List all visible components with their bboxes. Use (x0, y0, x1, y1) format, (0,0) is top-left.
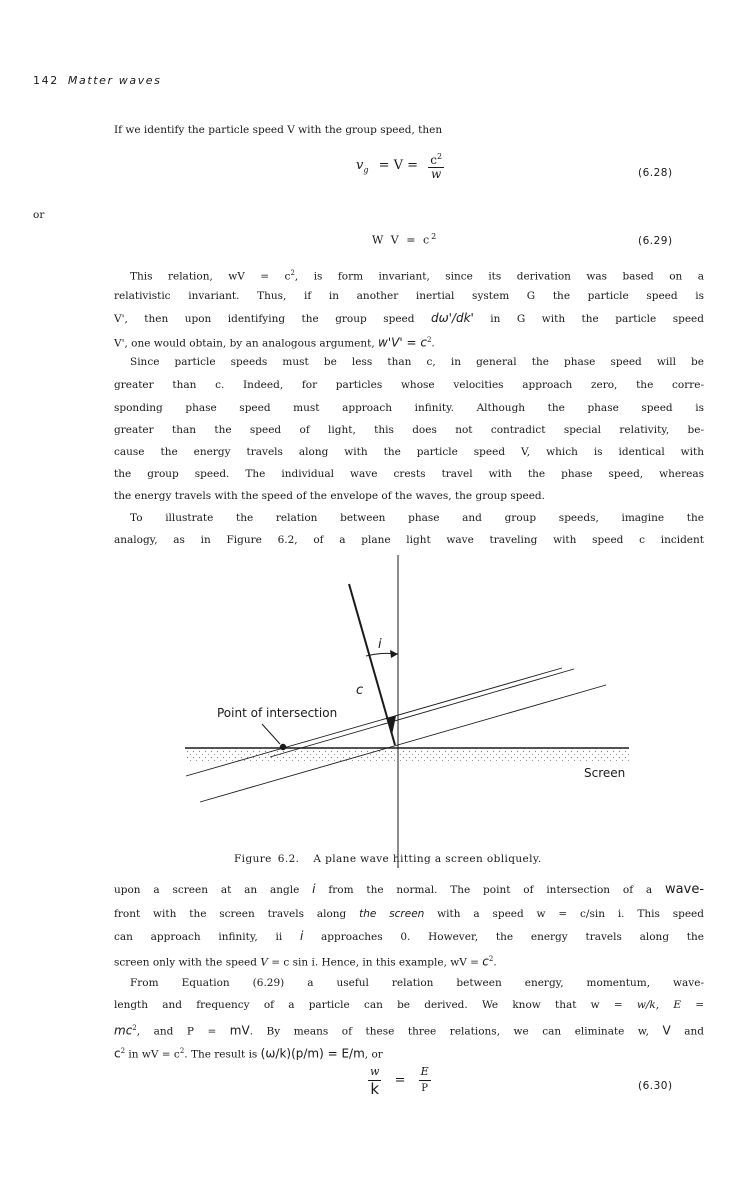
label-point-of-intersection: Point of intersection (217, 706, 338, 720)
para3-line3: sponding phase speed must approach infinity. Although the phase speed is (114, 402, 704, 414)
caption-text: A plane wave hitting a screen obliquely. (313, 853, 542, 865)
eq-629-text: W V = c (372, 233, 432, 247)
screen-surface-shading (185, 749, 629, 761)
running-title: Matter waves (67, 74, 162, 87)
para6-line1: From Equation (6.29) a useful relation between energy, momentum, wave- (130, 977, 704, 989)
para5-line3: can approach infinity, ii i approaches 0. However, the energy travels along the (114, 929, 704, 943)
page-number: 142 (33, 74, 59, 87)
label-screen: Screen (584, 766, 626, 780)
para5-line1: upon a screen at an angle i from the normal. The point of intersection of a wave- (114, 882, 704, 897)
para3-line5: cause the energy travels along with the particle speed V, which is identical with (114, 446, 704, 458)
eq-number-6-28: (6.28) (638, 167, 673, 179)
para5-line4: screen only with the speed V = c sin i. Hence, in this example, wV = $c^2$. (114, 954, 497, 969)
eq-630-num-left: w (368, 1064, 381, 1081)
para4-line1: To illustrate the relation between phase and group speeds, imagine the (130, 512, 704, 524)
label-c: c (356, 683, 364, 698)
eq-630-den-right: P (421, 1083, 428, 1094)
para1-line1: If we identify the particle speed V with the group speed, then (114, 124, 443, 136)
para3-line4: greater than the speed of light, this does not contradict special relativity, be- (114, 424, 704, 436)
or-label: or (33, 209, 45, 221)
eq-628-lhs: v (356, 158, 364, 173)
para2-line4: V', one would obtain, by an analogous argument, $w'V' = c^2$. (114, 335, 435, 350)
eq-628-sup: 2 (436, 152, 443, 161)
figure-caption (234, 853, 542, 865)
para3-line7: the energy travels with the speed of the envelope of the waves, the group speed. (114, 490, 545, 502)
eq-628-numerator: c (430, 153, 437, 167)
eq-number-6-29: (6.29) (638, 235, 673, 247)
eq-630-den-left: k (370, 1080, 380, 1098)
para2-line3: V', then upon identifying the group speed dω'/dk' in G with the particle speed (114, 311, 704, 325)
para3-line6: the group speed. The individual wave crests travel with the phase speed, whereas (114, 468, 704, 480)
angle-arrowhead (390, 650, 398, 658)
para6-line3: $mc^2$, and P = mV. By means of these three relations, we can eliminate w, V and (114, 1023, 704, 1038)
para5-line2: front with the screen travels along the screen with a speed w = c/sin i. This speed (114, 908, 704, 920)
para3-line2: greater than c. Indeed, for particles whose velocities approach zero, the corre- (114, 379, 704, 391)
wavefront-3 (200, 685, 606, 802)
eq-number-6-30: (6.30) (638, 1080, 673, 1092)
eq-628-denominator: w (430, 167, 442, 181)
para6-line4: $c^2$ in wV = $c^2$. The result is (ω/k)(p/m) = E/m, or (114, 1046, 383, 1061)
equation-6-30 (368, 1064, 431, 1097)
caption-prefix: Figure (234, 853, 272, 865)
ray-arrowhead (386, 716, 396, 735)
eq-630-num-right: E (419, 1064, 431, 1081)
para6-line2: length and frequency of a particle can be derived. We know that w = w/k, E = (114, 999, 704, 1011)
para2-line1: This relation, wV = $c^2$, is form invariant, since its derivation was based on a (130, 269, 704, 283)
label-i: i (378, 637, 382, 652)
para2-line2: relativistic invariant. Thus, if in another inertial system G the particle speed is (114, 290, 704, 302)
eq-629-sup: 2 (431, 232, 439, 241)
eq-630-mid: = (394, 1073, 406, 1088)
intersection-pointer (262, 724, 280, 744)
para3-line1: Since particle speeds must be less than c, in general the phase speed will be (130, 356, 704, 368)
intersection-point (280, 744, 286, 750)
eq-628-sub: g (363, 165, 369, 175)
eq-628-mid: = V = (378, 158, 419, 173)
caption-number: 6.2. (277, 853, 300, 865)
para4-line2: analogy, as in Figure 6.2, of a plane light wave traveling with speed c incident (114, 534, 704, 546)
